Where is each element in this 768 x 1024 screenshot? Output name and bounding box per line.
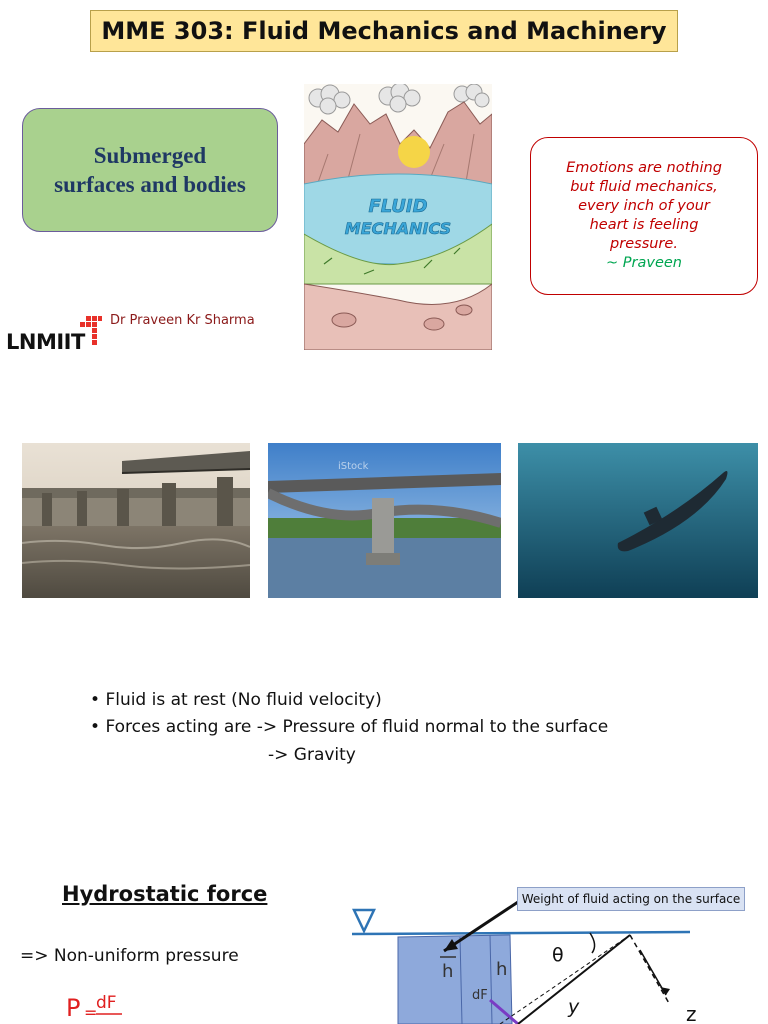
formula-p: P (66, 994, 81, 1022)
label-h: h (496, 959, 508, 980)
bullet-text: Forces acting are -> Pressure of fluid normal to the surface (105, 717, 609, 737)
label-z: z (686, 1002, 697, 1024)
quote-line: Emotions are nothing (566, 160, 722, 176)
lnmiit-logo-text: LNMIIT (6, 330, 85, 354)
submerged-surface-diagram (340, 895, 768, 1024)
quote-line: pressure. (610, 236, 678, 252)
weight-of-fluid-callout: Weight of fluid acting on the surface (517, 887, 745, 911)
formula-equals: = (84, 1003, 98, 1022)
bullet-continuation: -> Gravity (268, 745, 356, 765)
quote-line: but fluid mechanics, (570, 179, 718, 195)
topic-line-2: surfaces and bodies (54, 172, 246, 197)
pressure-formula (64, 988, 134, 1024)
label-df: dF (472, 988, 488, 1003)
topic-box (22, 108, 278, 232)
label-theta: θ (552, 944, 564, 966)
bullet-item (90, 717, 608, 737)
hydrostatic-heading: Hydrostatic force (62, 882, 268, 906)
fluid-mechanics-cover-illustration (304, 84, 492, 350)
quote-line: every inch of your (578, 198, 710, 214)
free-surface-line (352, 932, 690, 934)
bullet-dot: • (90, 690, 106, 710)
photo-watermark: iStock (338, 461, 369, 472)
bullet-text: Fluid is at rest (No fluid velocity) (105, 690, 382, 710)
free-surface-triangle-icon (354, 910, 374, 931)
formula-numerator: dF (96, 993, 117, 1013)
label-y: y (568, 996, 580, 1018)
quote-line: heart is feeling (589, 217, 699, 233)
cover-title-line-1: FLUID (368, 196, 428, 217)
submarine-photo (518, 443, 758, 598)
quote-box (530, 137, 758, 295)
nonuniform-pressure-text: => Non-uniform pressure (20, 946, 239, 966)
quote-author: ~ Praveen (606, 255, 682, 271)
topic-line-1: Submerged (93, 143, 207, 168)
author-name: Dr Praveen Kr Sharma (110, 313, 255, 328)
bridge-photo (268, 443, 501, 598)
bullet-item (90, 690, 382, 710)
slide-title: MME 303: Fluid Mechanics and Machinery (90, 10, 678, 52)
logo-squares-icon (76, 316, 102, 346)
dam-photo (22, 443, 250, 598)
bullet-dot: • (90, 717, 106, 737)
label-h-bar: h (442, 961, 454, 982)
cover-title-line-2: MECHANICS (344, 219, 452, 238)
